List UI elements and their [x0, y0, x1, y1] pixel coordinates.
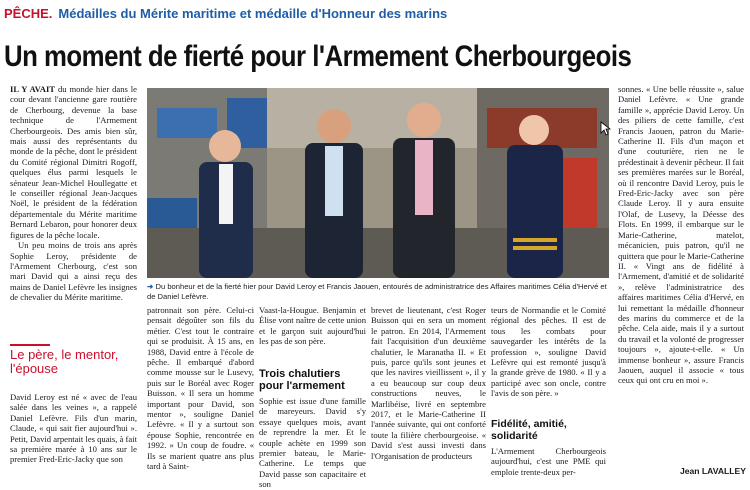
lead-text: du monde hier dans le cour devant l'ancienne gare routière de Cherbourg, devenue la base technique de l'Armement Cherbourgeois. Des amis bien sûr, mais aussi des représentants du monde de la pêche, dont le président du Comité régional Dimitri Rogoff, quelques élus parmi lesquels le sénateur Jean-Michel Houllegatte et le conseiller régional Jean-Jacques Noël, le président de la fédération départementale du Mérite maritime Bernard Lebaron, pour honorer deux figures de la pêche locale. — [10, 84, 137, 240]
subhead-father-mentor: Le père, le mentor, l'épouse — [10, 347, 119, 376]
photo-caption — [147, 282, 609, 301]
column-1-continued: David Leroy est né « avec de l'eau salée dans les veines », a rappelé Daniel Lefèvre. Fils d'un marin, Claude, « qui sait fier aujourd'hui ». Petit, David arpentait les quais, à fait sa première marée à 10 ans sur le premier Fred-Eric-Jacky que son — [10, 392, 137, 465]
column-6: sonnes. « Une belle réussite », salue Daniel Lefèvre. « Une grande famille », apprécie David Leroy. Un des piliers de cette famille, c'est Francis Jaouen, patron du Marie-Catherine II. Fils d'un maçon et d'une couturière, rien ne le prédestinait à devenir pêcheur. Il fait ses premières marées sur le Boréal, où il rencontre David Leroy, puis le Fred-Eric-Jacky avec son père Claude Leroy. Il y aura ensuite l'Olaf, de Lusevy, la Déesse des Flots. En 1999, il embarque sur le Marie-Catherine, matelot, mécanicien, puis patron, qu'il ne quittera que pour le Marie-Catherine II. « Vingt ans de fidélité à l'Armement, d'amitié et de solidarité », relève l'administratrice des affaires maritimes Célia d'Hervé, en lui remettant la médaille d'honneur des marins du commerce et de la pêche. Cela aide, mais il y a surtout du travail et la volonté de progresser toujours », ajoute-t-elle. « Un immense bonheur », assure Francis Jaouen, auquel il associe « tous ceux qui ont cru en moi ». — [618, 84, 744, 386]
caption-text: Du bonheur et de la fierté hier pour David Leroy et Francis Jaouen, entourés de administratrice des Affaires maritimes Célia d'Hervé et de Daniel Lefèvre. — [147, 282, 607, 301]
rubric-bar — [4, 6, 746, 24]
column-2: patronnait son père. Celui-ci pensait dégoûter son fils du métier. C'est tout le contraire qui se produisit. À 15 ans, en 1988, David entre à l'école de pêche. Il embarqué d'abord comme mousse sur le Lusevy, puis sur le Boréal avec Roger Buisson. « Il sera un homme important pour David, son mentor », souligne Daniel Lefèvre. « Il y a surtout son épouse Sophie, rencontrée en 1992. » Un coup de foudre. « Ils se marient quatre ans plus tard à Saint- — [147, 305, 254, 472]
column-4: brevet de lieutenant, c'est Roger Buisson qui en sera un moment le patron. En 2014, l'Armement fait l'acquisition d'un deuxième chalutier, le Maranatha II. « Et puis, parce qu'ils sont jeunes et que les navires vieillissent », il y a eu beaucoup sur coup deux constructions neuves, le Marlibéise, livré en septembre 2017, et le Marie-Catherine II l'année suivante, qui ont conforté toute la filière cherbourgeoise. « David s'est aussi investi dans l'Organisation de producteurs — [371, 305, 486, 461]
section-kicker: PÊCHE. — [4, 6, 53, 21]
subhead-trawlers: Trois chalutiers pour l'armement — [259, 368, 345, 392]
photo-illustration — [147, 88, 609, 278]
lead-paragraph — [10, 84, 137, 240]
author-signature: Jean LAVALLEY — [679, 466, 746, 476]
column-5-continued: L'Armement Cherbourgeois aujourd'hui, c'est une PME qui emploie trente-deux per- — [491, 446, 606, 477]
column-3-continued: Sophie est issue d'une famille de mareyeurs. David s'y essaye quelques mois, avant de reprendre la mer. Et le couple achète en 1999 son premier bateau, le Marie-Catherine. Le temps que David passe son capacitaire et son — [259, 396, 366, 490]
subhead-loyalty: Fidélité, amitié, solidarité — [491, 418, 567, 442]
paragraph-2: Un peu moins de trois ans après Sophie Leroy, présidente de l'Armement Cherbourg, c'est son mari David qui a ainsi reçu des mains de Daniel Lefèvre les insignes de chevalier du Mérite maritime. — [10, 240, 137, 303]
article-photo — [147, 88, 609, 278]
column-3: Vaast-la-Hougue. Benjamin et Élise vont naître de cette union et le garçon suit aujourd'hui les pas de son père. — [259, 305, 366, 347]
subhead-rule — [10, 344, 50, 346]
section-topic: Médailles du Mérite maritime et médaille d'Honneur des marins — [58, 6, 448, 21]
mouse-cursor-icon — [601, 122, 611, 136]
lead-in: IL Y AVAIT — [10, 84, 56, 94]
column-5: teurs de Normandie et le Comité régional des pêches. Il est de tous les combats pour sauvegarder les intérêts de la profession », souligne David Lefèvre qui est remonté jusqu'à la grande grève de 1980. « Il y a participé avec son oncle, contre l'avis de son père. » — [491, 305, 606, 399]
article-headline: Un moment de fierté pour l'Armement Cherbourgeois — [4, 40, 632, 73]
caption-arrow-icon: ➜ — [147, 282, 154, 291]
